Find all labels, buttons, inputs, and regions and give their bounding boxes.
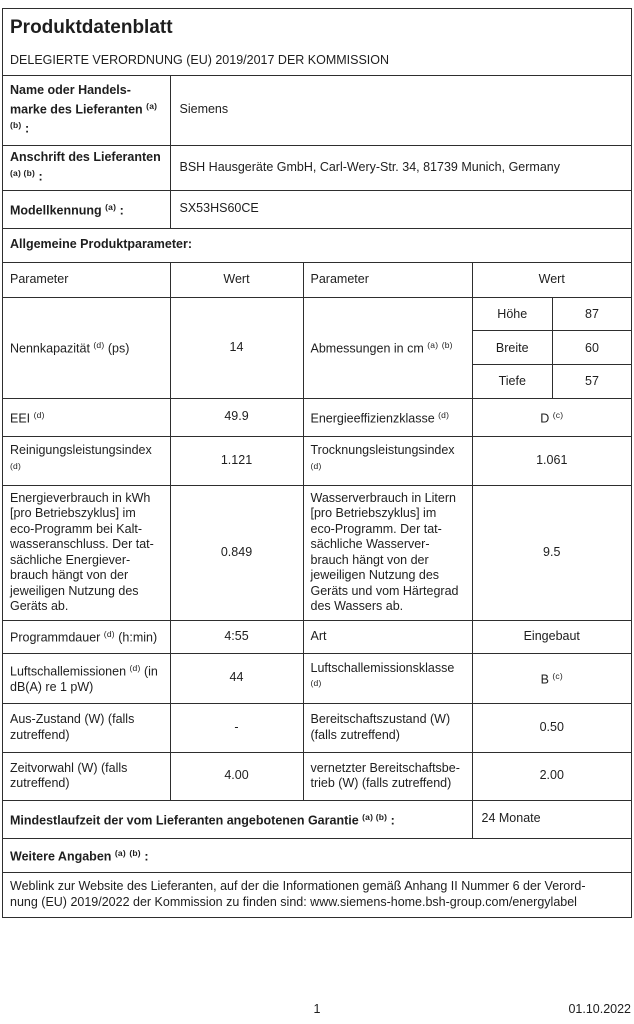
eei-row [3,398,631,436]
drying-index-label: Trocknungsleistungsindex $^{(d)}$ [310,443,455,471]
weblink-cell [3,873,631,917]
networked-standby-value: 2.00 [539,768,564,783]
water-consumption-label-cell [303,486,472,620]
cleaning-index-value-cell [170,437,303,485]
noise-class-value-cell [472,654,632,703]
regulation-subtitle: DELEGIERTE VERORDNUNG (EU) 2019/2017 DER KOMMISSION [10,53,390,67]
dimension-name: Höhe [497,306,528,321]
supplier-name-label: Name oder Handels- marke des Lieferanten $^{(a)}$ $^{(b)}$ : [10,83,158,136]
program-duration-value-cell [170,621,303,653]
page-title: Produktdatenblatt [10,17,173,38]
eei-label: EEI $^{(d)}$ [10,409,45,425]
noise-emission-label: Luftschallemissionen $^{(d)}$ (in dB(A) re 1 pW) [10,662,158,694]
page-footer [0,1002,634,1022]
supplier-name-value: Siemens [179,102,229,117]
header-param-left: Parameter [10,271,69,286]
noise-class-label: Luftschallemissionsklasse $^{(d)}$ [310,660,455,689]
energy-class-value-cell [472,399,632,436]
header-param-right-cell [303,263,472,297]
networked-standby-value-cell [472,753,632,800]
energy-class-value: D $^{(c)}$ [540,409,564,425]
capacity-label: Nennkapazität $^{(d)}$ (ps) [10,340,130,356]
additional-info-row [3,838,631,872]
section-header-cell [3,229,631,262]
model-identifier-row [3,190,631,228]
off-mode-label-cell [3,704,170,752]
supplier-name-value-cell [170,76,632,145]
program-duration-value: 4:55 [224,628,249,643]
cleaning-index-label: Reinigungsleistungsindex $^{(d)}$ [10,443,152,471]
header-value-left: Wert [223,271,250,286]
footer-date: 01.10.2022 [568,1002,631,1016]
eei-value: 49.9 [224,409,249,424]
energy-water-consumption-row [3,485,631,620]
header-param-left-cell [3,263,170,297]
type-value: Eingebaut [523,628,580,643]
dimension-row-depth [473,364,632,398]
drying-index-value-cell [472,437,632,485]
capacity-value-cell [170,298,303,398]
standby-value: 0.50 [539,719,564,734]
delay-start-value-cell [170,753,303,800]
delay-networked-row [3,752,631,800]
model-identifier-value: SX53HS60CE [179,201,259,216]
dimension-value: 60 [585,340,599,355]
drying-index-value: 1.061 [536,452,568,467]
cleaning-index-value: 1.121 [220,452,253,467]
standby-label: Bereitschaftszustand (W) (falls zutreffend) [310,712,451,742]
noise-emission-value: 44 [229,670,244,685]
header-value-right-cell [472,263,632,297]
column-header-row [3,262,631,297]
noise-class-value: B $^{(c)}$ [540,670,563,686]
warranty-row [3,800,631,838]
networked-standby-label-cell [303,753,472,800]
delay-start-value: 4.00 [224,768,249,783]
supplier-address-label-cell [3,146,170,190]
header-value-left-cell [170,263,303,297]
cleaning-index-label-cell [3,437,170,485]
warranty-value: 24 Monate [481,811,541,826]
model-identifier-label-cell [3,191,170,228]
standby-label-cell [303,704,472,752]
dimension-row-width [473,330,632,364]
model-identifier-value-cell [170,191,632,228]
networked-standby-label: vernetzter Bereitschaftsbe- trieb (W) (falls zutreffend) [310,760,460,790]
additional-info-cell [3,839,631,872]
dimension-row-height [473,298,632,331]
eei-label-cell [3,399,170,436]
water-consumption-value-cell [472,486,632,620]
supplier-name-label-cell [3,76,170,145]
delay-start-label-cell [3,753,170,800]
warranty-label-cell [3,801,472,838]
dimensions-label: Abmessungen in cm $^{(a)}$ $^{(b)}$ [310,340,453,356]
eei-value-cell [170,399,303,436]
energy-consumption-label: Energieverbrauch in kWh [pro Betriebszyklus] im eco-Programm bei Kalt- wasseranschluss. Der tat- sächliche Energiever- brauch hängt von der jeweiligen Nutzung des Geräts ab. [10,490,154,613]
energy-consumption-value: 0.849 [220,544,253,559]
program-duration-label: Programmdauer $^{(d)}$ (h:min) [10,629,158,645]
dimension-name: Breite [495,340,529,355]
section-header: Allgemeine Produktparameter: [10,237,192,252]
header-value-right: Wert [538,271,565,286]
dimension-name-cell [473,365,553,398]
energy-class-label: Energieeffizienzklasse $^{(d)}$ [310,409,450,425]
dimension-name: Tiefe [498,374,526,389]
drying-index-label-cell [303,437,472,485]
dimension-value: 57 [585,374,599,389]
dimensions-label-cell [303,298,472,398]
dimension-name-cell [473,331,553,364]
noise-row [3,653,631,703]
dimension-value-cell [552,365,631,398]
off-mode-value-cell [170,704,303,752]
weblink-text: Weblink zur Website des Lieferanten, auf der die Informationen gemäß Anhang II Nummer 6 der Verord- nung (EU) 2019/2022 der Kommission zu finden sind: www.siemens-home.bsh-group.com/energylabel [10,879,586,909]
page-number: 1 [313,1002,321,1016]
delay-start-label: Zeitvorwahl (W) (falls zutreffend) [10,760,128,790]
off-mode-label: Aus-Zustand (W) (falls zutreffend) [10,712,135,742]
cleaning-drying-index-row [3,436,631,485]
capacity-value: 14 [229,339,244,354]
program-duration-label-cell [3,621,170,653]
supplier-address-value: BSH Hausgeräte GmbH, Carl-Wery-Str. 34, 81739 Munich, Germany [179,159,560,174]
energy-consumption-value-cell [170,486,303,620]
supplier-address-value-cell [170,146,632,190]
capacity-label-cell [3,298,170,398]
noise-emission-label-cell [3,654,170,703]
energy-consumption-label-cell [3,486,170,620]
warranty-label: Mindestlaufzeit der vom Lieferanten angebotenen Garantie $^{(a) (b)}$ : [10,811,395,827]
section-header-row [3,228,631,262]
water-consumption-value: 9.5 [543,544,561,559]
datasheet-table [2,8,632,918]
water-consumption-label: Wasserverbrauch in Litern [pro Betriebszyklus] im eco-Programm. Der tat- sächliche Wasserver- brauch hängt von der jeweiligen Nutzung des Geräts und vom Härtegrad des Wassers ab. [310,490,459,613]
capacity-dimensions-row [3,297,631,398]
title-block [3,9,631,75]
noise-emission-value-cell [170,654,303,703]
energy-class-label-cell [303,399,472,436]
supplier-name-row [3,75,631,145]
dimension-value-cell [552,331,631,364]
supplier-address-row [3,145,631,190]
header-param-right: Parameter [310,271,369,286]
dimension-value: 87 [585,306,599,321]
standby-value-cell [472,704,632,752]
supplier-address-label: Anschrift des Lieferanten $^{(a) (b)}$ : [10,150,161,184]
type-label-cell [303,621,472,653]
model-identifier-label: Modellkennung $^{(a)}$ : [10,201,124,217]
warranty-value-cell [472,801,632,838]
dimensions-subtable [472,298,632,398]
dimension-name-cell [473,298,553,331]
additional-info-label: Weitere Angaben $^{(a)}$ $^{(b)}$ : [10,847,149,863]
type-label: Art [310,628,327,643]
noise-class-label-cell [303,654,472,703]
weblink-row [3,872,631,917]
off-standby-row [3,703,631,752]
type-value-cell [472,621,632,653]
duration-type-row [3,620,631,653]
off-mode-value: - [234,719,239,734]
dimension-value-cell [552,298,631,331]
